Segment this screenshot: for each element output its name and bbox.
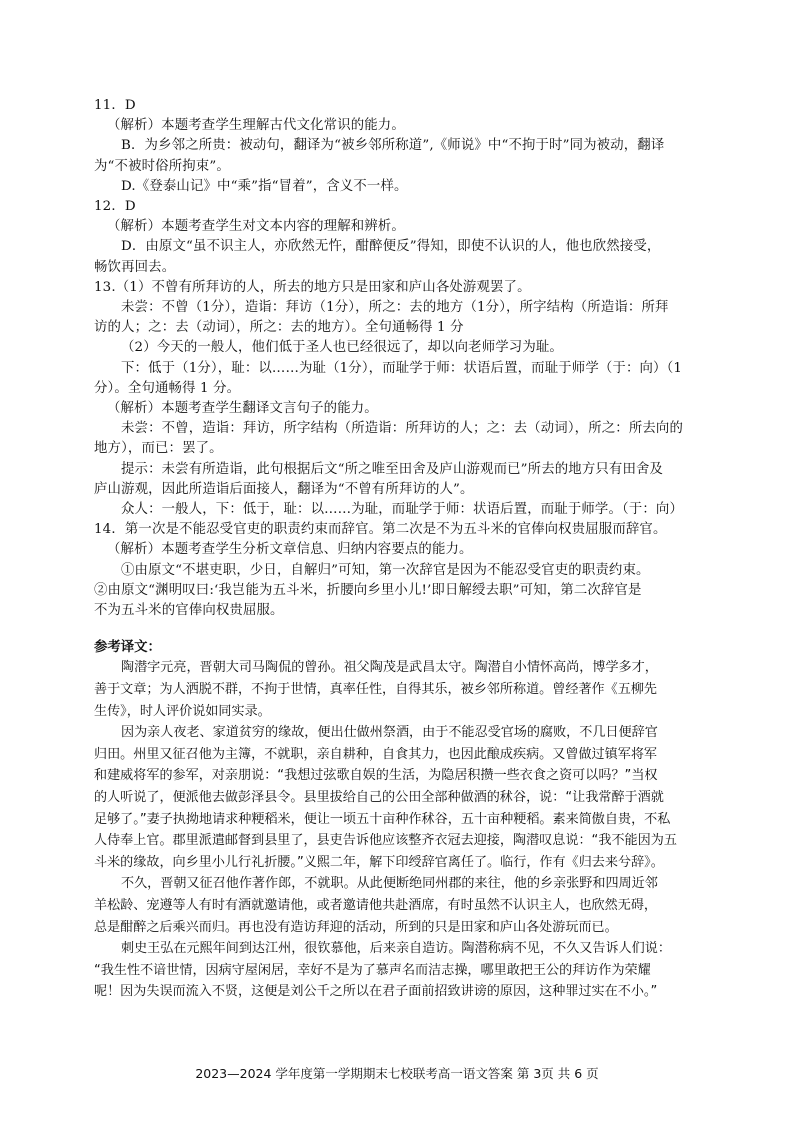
translation-line: 斗米的缘故，向乡里小儿行礼折腰。”义熙二年，解下印绶辞官离任了。临行，作有《归去来兮辞》。 (94, 854, 664, 870)
translation-line: “我生性不谙世情，因病守屋闲居，幸好不是为了慕声名而洁志操，哪里敢把王公的拜访作为荣耀 (94, 962, 651, 978)
answer-line: 畅饮再回去。 (94, 259, 176, 275)
answer-line: 未尝：不曾（1分），造诣：拜访（1分），所之：去的地方（1分），所字结构（所造诣：所拜 (121, 300, 669, 316)
translation-line: 人侍奉上官。郡里派遣邮督到县里了，县吏告诉他应该整齐衣冠去迎接，陶潜叹息说：“我不能因为五 (94, 833, 677, 849)
answer-page (94, 96, 702, 1003)
answer-line: （解析）本题考查学生分析文章信息、归纳内容要点的能力。 (107, 542, 473, 558)
translation-line: 不久，晋朝又征召他作著作郎，不就职。从此便断绝同州郡的来往，他的乡亲张野和四周近邻 (121, 876, 658, 892)
answer-line: 不为五斗米的官俸向权贵屈服。 (94, 603, 284, 619)
answer-line: ①由原文“不堪吏职，少日，自解归”可知，第一次辞官是因为不能忍受官吏的职责约束。 (121, 562, 650, 578)
answer-line: （解析）本题考查学生理解古代文化常识的能力。 (107, 118, 405, 134)
translation-line: 和建威将军的参军，对亲朋说：“我想过弦歌自娱的生活，为隐居积攒一些衣食之资可以吗？”当权 (94, 768, 658, 784)
translation-line: 呢！因为失误而流入不贤，这便是刘公千之所以在君子面前招致讲谤的原因，这种罪过实在不小。” (94, 984, 658, 1000)
answer-line: （2）今天的一般人，他们低于圣人也已经很远了，却以向老师学习为耻。 (121, 340, 563, 356)
answer-line: 为“不被时俗所拘束”。 (94, 158, 230, 174)
answer-line: ②由原文“渊明叹曰:‘我岂能为五斗米，折腰向乡里小儿!’即日解绶去职”可知，第二次辞官是 (94, 582, 642, 598)
answer-line: D.《登泰山记》中“乘”指“冒着”，含义不一样。 (121, 178, 408, 194)
answer-line: 下：低于（1分），耻：以……为耻（1分），而耻学于师：状语后置，而耻于师学（于：向）（1 (121, 360, 683, 376)
answer-line: 12．D (94, 199, 136, 215)
translation-line: 归田。州里又征召他为主簿，不就职，亲自耕种，自食其力，也因此酿成疾病。又曾做过镇军将军 (94, 746, 658, 762)
page-footer: 2023—2024 学年度第一学期期末七校联考高一语文答案 第 3页 共 6 页 (195, 1066, 599, 1081)
translation-line: 刺史王弘在元熙年间到达江州，很钦慕他，后来亲自造访。陶潜称病不见，不久又告诉人们说： (121, 941, 671, 957)
answers-section (94, 96, 702, 621)
answer-line: D．由原文“虽不识主人，亦欣然无忤，酣醉便反”得知，即使不认识的人，他也欣然接受， (121, 239, 661, 255)
translation-heading: 参考译文： (94, 639, 161, 656)
translation-line: 足够了。”妻子执拗地请求种粳稻米，便让一顷五十亩种作秫谷，五十亩种粳稻。素来简傲自贵，不私 (94, 811, 671, 827)
answer-line: 分）。全句通畅得 1 分。 (94, 380, 241, 396)
answer-line: （解析）本题考查学生翻译文言句子的能力。 (107, 401, 378, 417)
answer-line: 地方），而已：罢了。 (94, 441, 223, 457)
translation-section (94, 657, 702, 1003)
translation-line: 陶潜字元亮，晋朝大司马陶侃的曾孙。祖父陶茂是武昌太守。陶潜自小情怀高尚，博学多才， (121, 660, 658, 676)
answer-line: 14．第一次是不能忍受官吏的职责约束而辞官。第二次是不为五斗米的官俸向权贵屈服而辞官。 (94, 522, 667, 538)
answer-line: 未尝：不曾，造诣：拜访，所字结构（所造诣：所拜访的人；之：去（动词），所之：所去向的 (121, 421, 684, 437)
answer-line: 13.（1）不曾有所拜访的人，所去的地方只是田家和庐山各处游观罢了。 (94, 279, 531, 295)
answer-line: 11．D (94, 98, 136, 113)
answer-line: 提示：未尝有所造诣，此句根据后文“所之唯至田舍及庐山游观而已”所去的地方只有田舍及 (121, 461, 664, 477)
answer-line: 访的人；之：去（动词），所之：去的地方）。全句通畅得 1 分 (94, 320, 464, 336)
answer-line: （解析）本题考查学生对文本内容的理解和辨析。 (107, 219, 405, 235)
translation-line: 羊松龄、宠遵等人有时有酒就邀请他，或者邀请他共赴酒席，有时虽然不认识主人，也欣然无碍， (94, 898, 658, 914)
translation-line: 生传》，时人评价说如同实录。 (94, 703, 271, 719)
translation-line: 的人听说了，便派他去做彭泽县令。县里拔给自己的公田全部种做酒的秫谷，说：“让我常醉于酒就 (94, 790, 664, 806)
translation-line: 因为亲人夜老、家道贫穷的缘故，便出仕做州祭酒，由于不能忍受官场的腐败，不几日便辞官 (121, 725, 658, 741)
answer-line: 众人：一般人，下：低于，耻：以……为耻，而耻学于师：状语后置，而耻于师学。（于：向） (121, 502, 684, 518)
answer-line: B．为乡邻之所贵：被动句，翻译为“被乡邻所称道”,《师说》中“不拘于时”同为被动，翻译 (121, 138, 665, 154)
translation-line: 总是酣醉之后乘兴而归。再也没有造访拜迎的活动，所到的只是田家和庐山各处游玩而已。 (94, 919, 618, 935)
translation-line: 善于文章；为人洒脱不群，不拘于世情，真率任性，自得其乐，被乡邻所称道。曾经著作《五柳先 (94, 682, 658, 698)
answer-line: 庐山游观，因此所造诣后面接人，翻译为“不曾有所拜访的人”。 (94, 481, 474, 497)
